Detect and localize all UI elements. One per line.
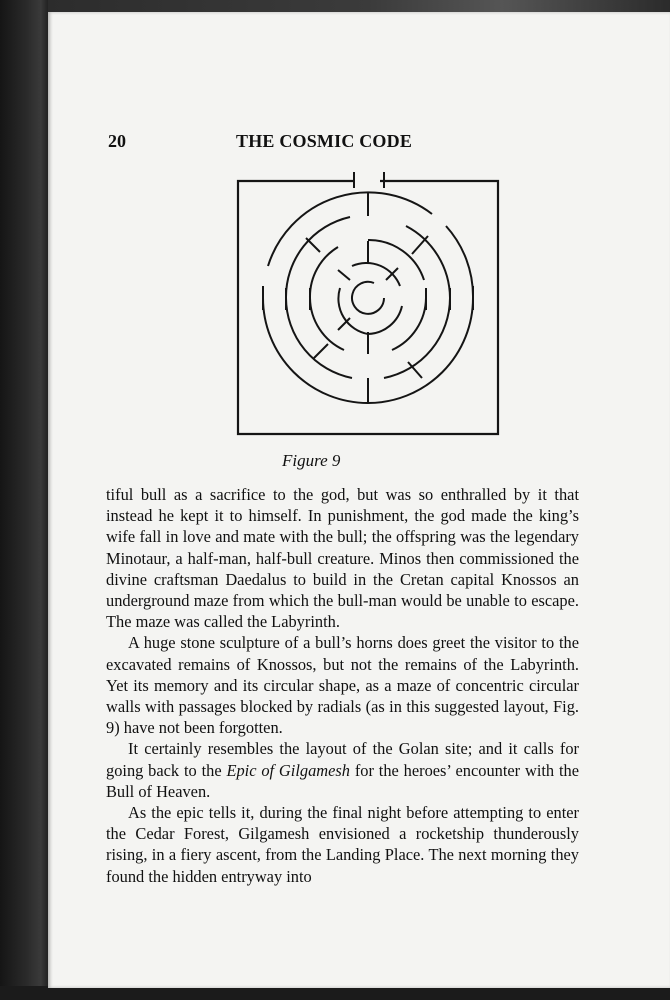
page-number: 20 bbox=[108, 131, 126, 151]
paragraph-3-text-start: It certainly resembles the layout of the Golan site; and it calls for going back to the bbox=[106, 739, 579, 780]
book-spine-shadow bbox=[0, 0, 48, 1000]
labyrinth-radials bbox=[263, 193, 473, 403]
paragraph-3 bbox=[106, 738, 579, 802]
labyrinth-figure bbox=[188, 168, 506, 442]
body-text bbox=[106, 484, 579, 887]
running-title: THE COSMIC CODE bbox=[236, 131, 413, 151]
paragraph-1: tiful bull as a sacrifice to the god, but was so enthralled by it that instead he kept it to himself. In punishment, the god made the king’s wife fall in love and mate with the bull; the offspring was the legendary Minotaur, a half-man, half-bull creature. Minos then commissioned the divine craftsman Daedalus to build in the Cretan capital Knossos an underground maze from which the bull-man would be unable to escape. The maze was called the Labyrinth. bbox=[106, 485, 579, 632]
epic-title: Epic of Gilgamesh bbox=[226, 760, 350, 780]
paragraph-2: A huge stone sculpture of a bull’s horns does greet the visitor to the excavated remains of Knossos, but not the remains of the Labyrinth. Yet its memory and its circular shape, as a maze of concentric circular walls with passages blocked by radials (as in this suggested layout, Fig. 9) have not been forgotten. bbox=[106, 633, 579, 738]
labyrinth-center bbox=[352, 282, 384, 314]
paragraph-3-text-end: for the heroes’ encounter with the Bull of Heaven. bbox=[106, 760, 579, 801]
labyrinth-diagram bbox=[188, 168, 506, 442]
paragraph-4: As the epic tells it, during the final night before attempting to enter the Cedar Forest, Gilgamesh envisioned a rocketship thunderously rising, in a fiery ascent, from the Landing Place. The next morning they found the hidden entryway into bbox=[106, 803, 579, 886]
figure-caption: Figure 9 bbox=[282, 451, 341, 470]
scan-bottom-edge bbox=[0, 986, 670, 1000]
labyrinth-ring-1 bbox=[263, 192, 473, 403]
